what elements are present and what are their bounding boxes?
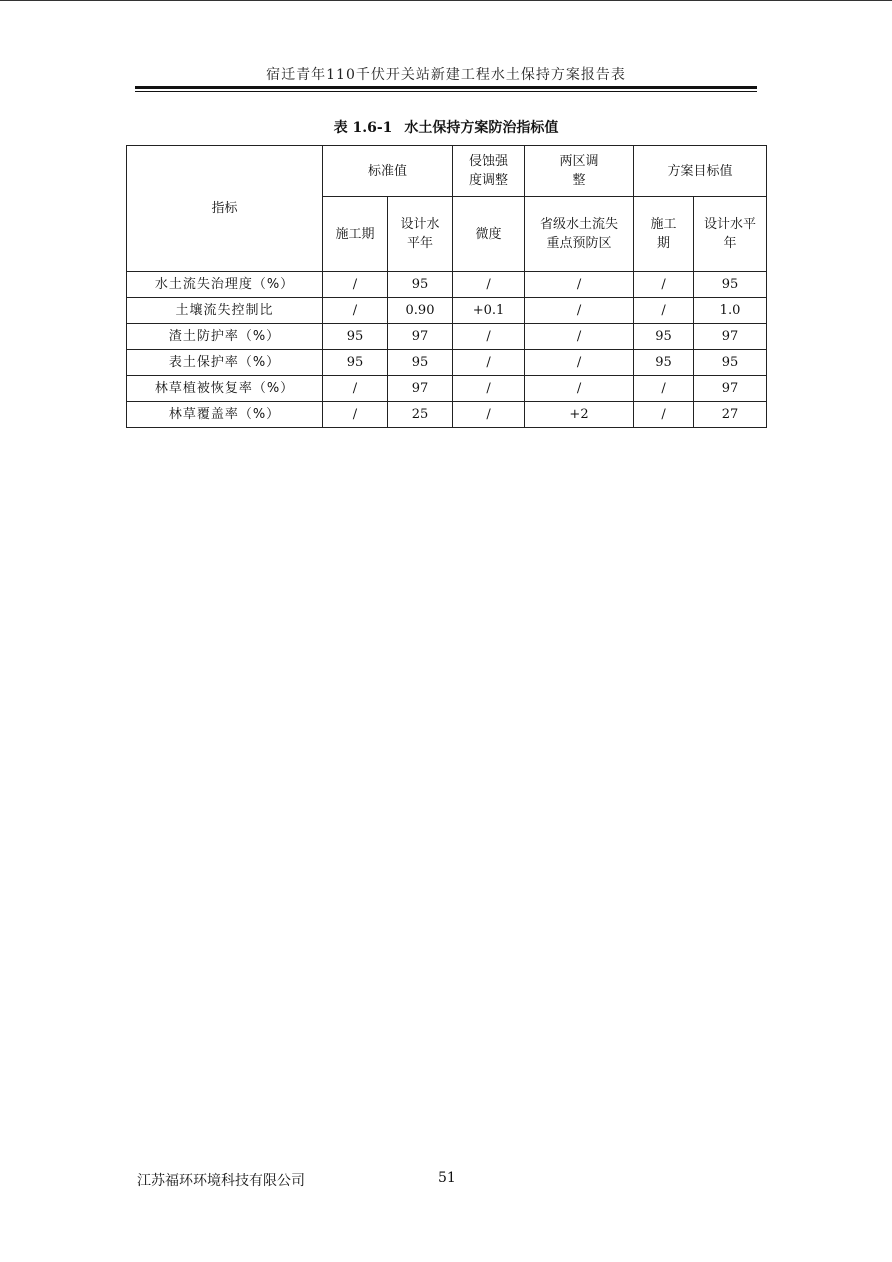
table-cell: / <box>453 402 525 428</box>
row-label: 表土保护率（%） <box>127 350 323 376</box>
table-cell: / <box>634 272 694 298</box>
table-cell: 27 <box>694 402 767 428</box>
table-cell: 95 <box>388 350 453 376</box>
prevention-index-table <box>126 145 767 428</box>
table-row <box>127 350 767 376</box>
table-row <box>127 298 767 324</box>
table-cell: / <box>525 350 634 376</box>
header-design-level-year: 设计水平年 <box>388 197 453 272</box>
table-header-row-1 <box>127 146 767 197</box>
table-cell: / <box>323 376 388 402</box>
row-label: 林草植被恢复率（%） <box>127 376 323 402</box>
table-cell: 97 <box>388 376 453 402</box>
table-row <box>127 272 767 298</box>
header-rule-thick <box>135 86 757 89</box>
table-cell: 95 <box>634 350 694 376</box>
header-rule-thin <box>135 91 757 92</box>
table-cell: / <box>323 402 388 428</box>
table-cell: 95 <box>694 272 767 298</box>
table-cell: / <box>453 350 525 376</box>
table-cell: 95 <box>323 350 388 376</box>
table-row <box>127 376 767 402</box>
header-construction-period: 施工期 <box>323 197 388 272</box>
table-cell: 97 <box>694 324 767 350</box>
page-top-border <box>0 0 892 1</box>
row-label: 林草覆盖率（%） <box>127 402 323 428</box>
table-cell: / <box>453 272 525 298</box>
footer-page-number: 51 <box>438 1170 456 1186</box>
table-cell: +2 <box>525 402 634 428</box>
footer-company-name: 江苏福环环境科技有限公司 <box>137 1173 305 1189</box>
table-cell: / <box>525 376 634 402</box>
row-label: 渣土防护率（%） <box>127 324 323 350</box>
table-cell: 97 <box>694 376 767 402</box>
table-cell: / <box>634 376 694 402</box>
header-target-construction-period: 施工期 <box>634 197 694 272</box>
table-cell: 25 <box>388 402 453 428</box>
row-label: 水土流失治理度（%） <box>127 272 323 298</box>
header-slight: 微度 <box>453 197 525 272</box>
table-cell: 95 <box>694 350 767 376</box>
table-cell: / <box>525 272 634 298</box>
table-cell: 97 <box>388 324 453 350</box>
table-cell: 95 <box>323 324 388 350</box>
table-cell: / <box>323 272 388 298</box>
table-row <box>127 324 767 350</box>
table-cell: 95 <box>634 324 694 350</box>
row-label: 土壤流失控制比 <box>127 298 323 324</box>
table-cell: 0.90 <box>388 298 453 324</box>
table-cell: / <box>525 298 634 324</box>
header-two-zones-adjustment: 两区调整 <box>525 146 634 197</box>
table-cell: / <box>634 298 694 324</box>
document-header-title: 宿迁青年110千伏开关站新建工程水土保持方案报告表 <box>266 67 626 83</box>
header-indicator: 指标 <box>127 146 323 272</box>
table-cell: / <box>634 402 694 428</box>
header-standard-value: 标准值 <box>323 146 453 197</box>
table-caption <box>126 117 766 137</box>
table-cell: / <box>323 298 388 324</box>
header-target-design-level-year: 设计水平年 <box>694 197 767 272</box>
table-cell: / <box>453 376 525 402</box>
table-cell: +0.1 <box>453 298 525 324</box>
header-provincial-prevention-zone: 省级水土流失重点预防区 <box>525 197 634 272</box>
table-caption-number: 表 1.6-1 <box>333 120 393 136</box>
header-target-value: 方案目标值 <box>634 146 767 197</box>
table-cell: 95 <box>388 272 453 298</box>
table-row <box>127 402 767 428</box>
header-erosion-adjustment: 侵蚀强度调整 <box>453 146 525 197</box>
table-cell: 1.0 <box>694 298 767 324</box>
table-cell: / <box>453 324 525 350</box>
table-cell: / <box>525 324 634 350</box>
table-caption-title: 水土保持方案防治指标值 <box>404 120 559 136</box>
